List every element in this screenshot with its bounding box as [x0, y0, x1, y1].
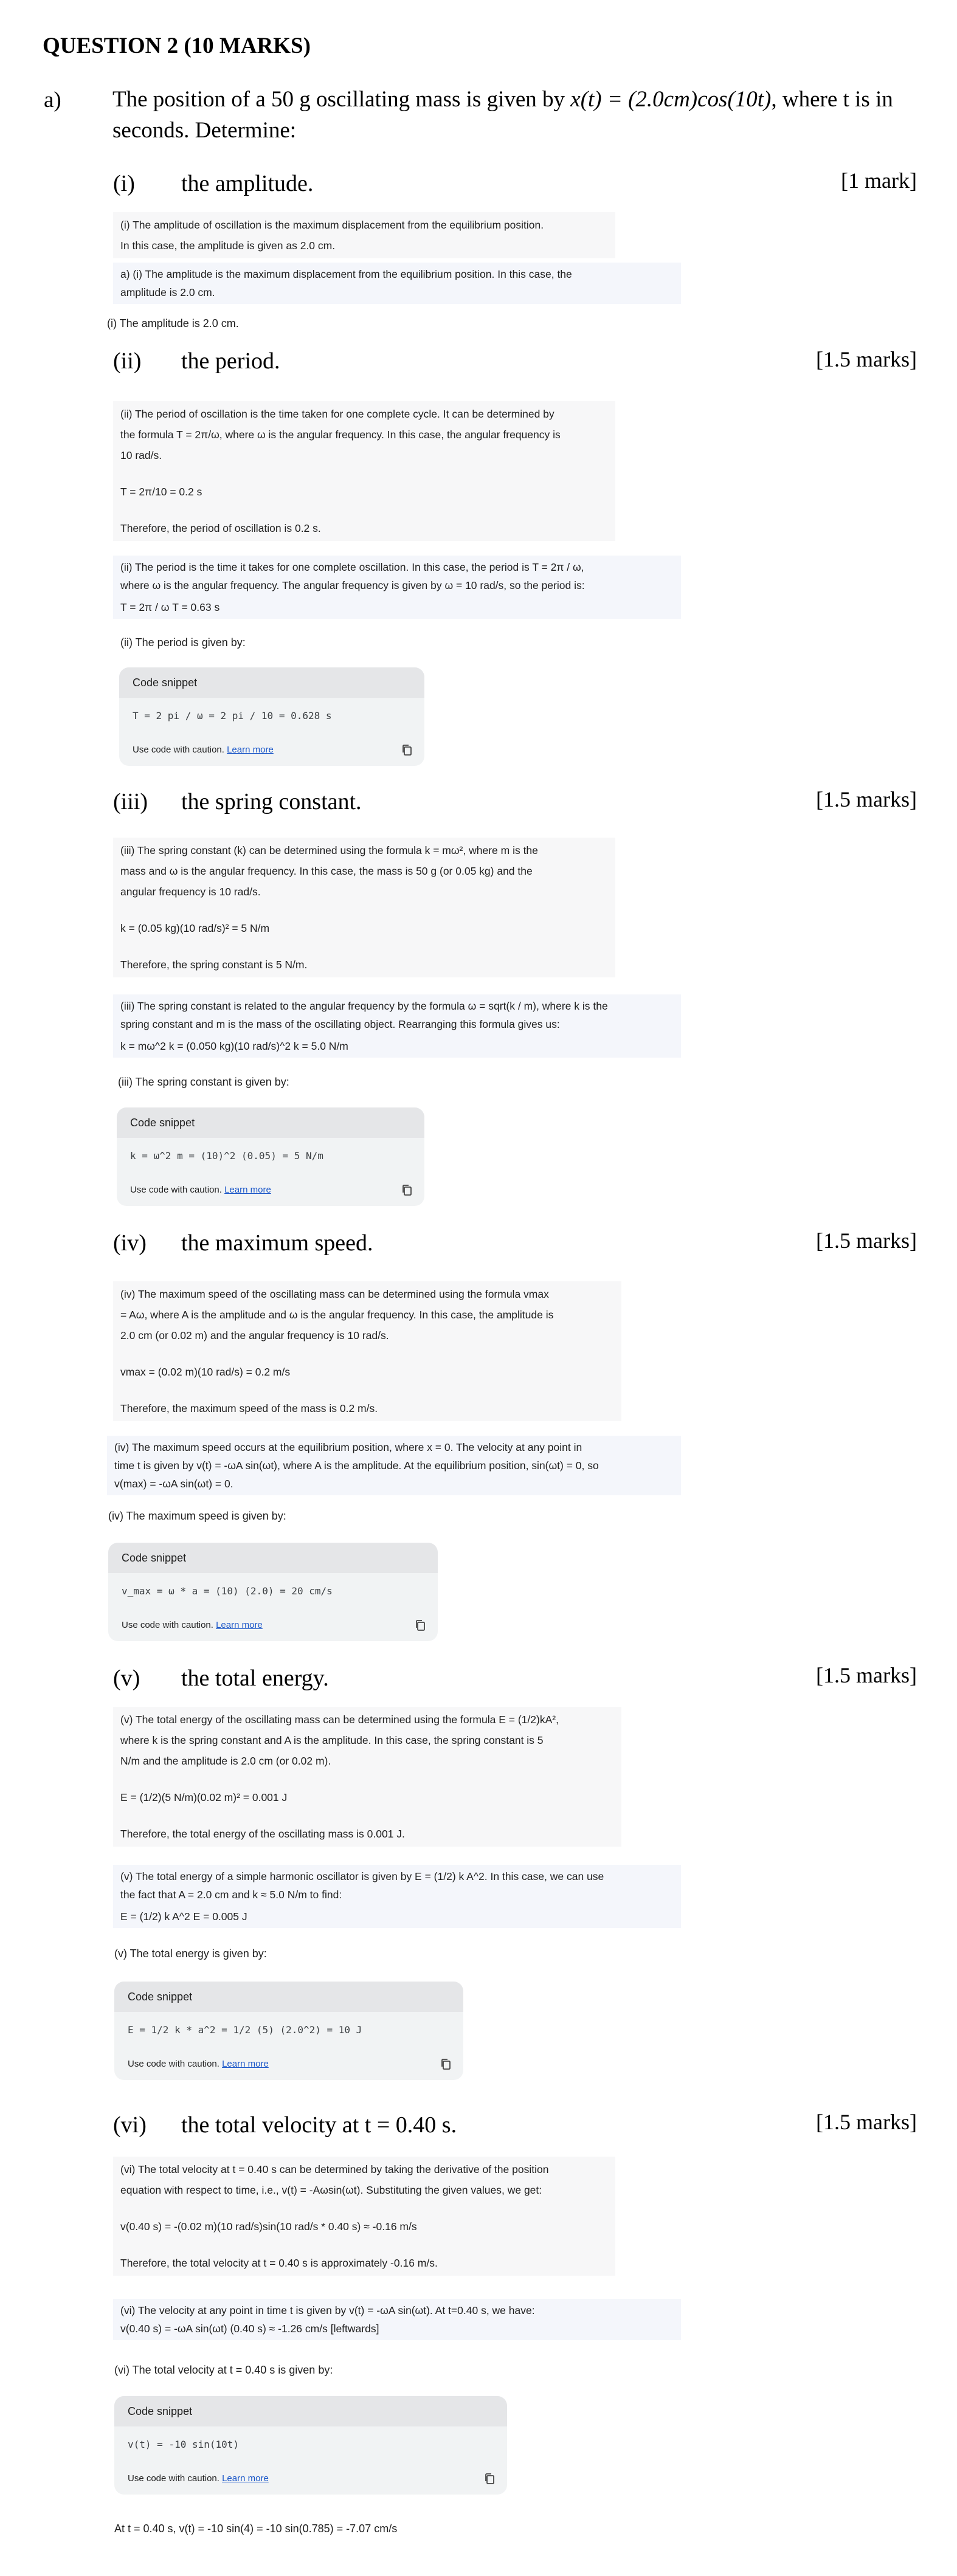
subq-v-number: (v) — [113, 1665, 140, 1691]
copy-icon[interactable] — [484, 2473, 495, 2485]
subq-ii-number: (ii) — [113, 348, 142, 374]
answer-plain-v: (v) The total energy is given by: — [114, 1947, 267, 1960]
copy-icon[interactable] — [401, 1184, 412, 1196]
question-title: QUESTION 2 (10 MARKS) — [43, 33, 311, 58]
code-snippet-v — [114, 1982, 463, 2080]
code-snippet-header: Code snippet — [119, 667, 424, 698]
code-snippet-code: k = ω^2 m = (10)^2 (0.05) = 5 N/m — [130, 1150, 323, 1162]
subq-iv-text: the maximum speed. — [181, 1230, 373, 1256]
code-snippet-header: Code snippet — [114, 2396, 507, 2426]
answer-box-v-1: (v) The total energy of the oscillating mass can be determined using the formula E = (1/2)kA², where k is the spring constant and A is the amplitude. In this case, the spring constant is 5 N/m and the amplitude is 2.0 cm (or 0.02 m). E = (1/2)(5 N/m)(0.02 m)² = 0.001 J Therefore, the total energy of the oscillating mass is 0.001 J. — [113, 1707, 621, 1847]
code-snippet-footer: Use code with caution. Learn more — [114, 2463, 507, 2495]
learn-more-link[interactable]: Learn more — [222, 2059, 269, 2069]
learn-more-link[interactable]: Learn more — [222, 2473, 269, 2484]
answer-final-vi: At t = 0.40 s, v(t) = -10 sin(4) = -10 sin(0.785) = -7.07 cm/s — [114, 2523, 398, 2535]
subq-vi-text: the total velocity at t = 0.40 s. — [181, 2112, 457, 2138]
subq-i-marks: [1 mark] — [841, 168, 917, 193]
learn-more-link[interactable]: Learn more — [224, 1185, 271, 1195]
learn-more-link[interactable]: Learn more — [216, 1620, 263, 1630]
answer-box-ii-1: (ii) The period of oscillation is the time taken for one complete cycle. It can be determined by the formula T = 2π/ω, where ω is the angular frequency. In this case, the angular frequency is 10 rad/s. T = 2π/10 = 0.2 s Therefore, the period of oscillation is 0.2 s. — [113, 401, 615, 541]
answer-plain-iii: (iii) The spring constant is given by: — [118, 1076, 289, 1088]
subq-v-text: the total energy. — [181, 1665, 329, 1691]
answer-box-iii-2: (iii) The spring constant is related to the angular frequency by the formula ω = sqrt(k / m), where k is the spring constant and m is the mass of the oscillating object. Rearranging this formula gives us: k = mω^2 k = (0.050 kg)(10 rad/s)^2 k = 5.0 N/m — [113, 994, 681, 1058]
answer-box-vi-1: (vi) The total velocity at t = 0.40 s can be determined by taking the derivative of the position equation with respect to time, i.e., v(t) = -Aωsin(ωt). Substituting the given values, we get: v(0.40 s) = -(0.02 m)(10 rad/s)sin(10 rad/s * 0.40 s) ≈ -0.16 m/s Therefore, the total velocity at t = 0.40 s is approximately -0.16 m/s. — [113, 2157, 615, 2276]
subq-iv-marks: [1.5 marks] — [816, 1228, 917, 1253]
part-a-label: a) — [44, 88, 61, 112]
answer-box-i-2: a) (i) The amplitude is the maximum displacement from the equilibrium position. In this case, the amplitude is 2.0 cm. — [113, 263, 681, 304]
answer-plain-iv: (iv) The maximum speed is given by: — [108, 1510, 286, 1522]
copy-icon[interactable] — [401, 744, 412, 756]
code-snippet-footer: Use code with caution. Learn more — [108, 1610, 438, 1641]
learn-more-link[interactable]: Learn more — [227, 745, 274, 755]
code-snippet-ii — [119, 667, 424, 766]
subq-iv-number: (iv) — [113, 1230, 147, 1256]
code-snippet-footer: Use code with caution. Learn more — [114, 2048, 463, 2080]
subq-ii-text: the period. — [181, 348, 280, 374]
position-equation: x(t) = (2.0cm)cos(10t) — [570, 87, 772, 112]
code-snippet-header: Code snippet — [117, 1107, 424, 1138]
copy-icon[interactable] — [415, 1619, 426, 1631]
code-snippet-footer: Use code with caution. Learn more — [119, 734, 424, 766]
code-snippet-header: Code snippet — [114, 1982, 463, 2012]
answer-plain-vi: (vi) The total velocity at t = 0.40 s is given by: — [114, 2364, 333, 2376]
answer-box-iii-1: (iii) The spring constant (k) can be determined using the formula k = mω², where m is the mass and ω is the angular frequency. In this case, the mass is 50 g (or 0.05 kg) and the angular frequency is 10 rad/s. k = (0.05 kg)(10 rad/s)² = 5 N/m Therefore, the spring constant is 5 N/m. — [113, 838, 615, 977]
subq-vi-marks: [1.5 marks] — [816, 2110, 917, 2134]
answer-box-iv-2: (iv) The maximum speed occurs at the equilibrium position, where x = 0. The velocity at any point in time t is given by v(t) = -ωA sin(ωt), where A is the amplitude. At the equilibrium position, sin(ωt) = 0, so v(max) = -ωA sin(ωt) = 0. — [107, 1436, 681, 1495]
subq-iii-number: (iii) — [113, 789, 148, 814]
part-a-prompt: The position of a 50 g oscillating mass is given by x(t) = (2.0cm)cos(10t), where t is in seconds. Determine: — [112, 87, 893, 143]
code-snippet-iii — [117, 1107, 424, 1206]
answer-plain-i: (i) The amplitude is 2.0 cm. — [107, 317, 239, 329]
answer-box-ii-2: (ii) The period is the time it takes for one complete oscillation. In this case, the period is T = 2π / ω, where ω is the angular frequency. The angular frequency is given by ω = 10 rad/s, so the period is: T = 2π / ω T = 0.63 s — [113, 556, 681, 619]
code-snippet-iv — [108, 1543, 438, 1641]
answer-box-iv-1: (iv) The maximum speed of the oscillating mass can be determined using the formula vmax = Aω, where A is the amplitude and ω is the angular frequency. In this case, the amplitude is 2.0 cm (or 0.02 m) and the angular frequency is 10 rad/s. vmax = (0.02 m)(10 rad/s) = 0.2 m/s Therefore, the maximum speed of the mass is 0.2 m/s. — [113, 1281, 621, 1421]
answer-box-i-1: (i) The amplitude of oscillation is the maximum displacement from the equilibrium position. In this case, the amplitude is given as 2.0 cm. — [113, 212, 615, 258]
answer-plain-ii: (ii) The period is given by: — [120, 636, 246, 649]
answer-box-v-2: (v) The total energy of a simple harmonic oscillator is given by E = (1/2) k A^2. In this case, we can use the fact that A = 2.0 cm and k ≈ 5.0 N/m to find: E = (1/2) k A^2 E = 0.005 J — [113, 1865, 681, 1928]
subq-v-marks: [1.5 marks] — [816, 1663, 917, 1687]
code-snippet-code: v(t) = -10 sin(10t) — [128, 2439, 240, 2450]
subq-iii-text: the spring constant. — [181, 789, 362, 814]
subq-i-text: the amplitude. — [181, 171, 314, 196]
subq-ii-marks: [1.5 marks] — [816, 347, 917, 371]
subq-iii-marks: [1.5 marks] — [816, 787, 917, 811]
subq-i-number: (i) — [113, 171, 135, 196]
subq-vi-number: (vi) — [113, 2112, 147, 2138]
code-snippet-header: Code snippet — [108, 1543, 438, 1573]
code-snippet-code: E = 1/2 k * a^2 = 1/2 (5) (2.0^2) = 10 J — [128, 2024, 362, 2036]
code-snippet-vi — [114, 2396, 507, 2495]
answer-box-vi-2: (vi) The velocity at any point in time t is given by v(t) = -ωA sin(ωt). At t=0.40 s, we have: v(0.40 s) = -ωA sin(ωt) (0.40 s) ≈ -1.26 cm/s [leftwards] — [113, 2299, 681, 2340]
code-snippet-code: v_max = ω * a = (10) (2.0) = 20 cm/s — [122, 1585, 333, 1597]
code-snippet-code: T = 2 pi / ω = 2 pi / 10 = 0.628 s — [133, 710, 332, 721]
copy-icon[interactable] — [440, 2058, 451, 2070]
code-snippet-footer: Use code with caution. Learn more — [117, 1174, 424, 1206]
